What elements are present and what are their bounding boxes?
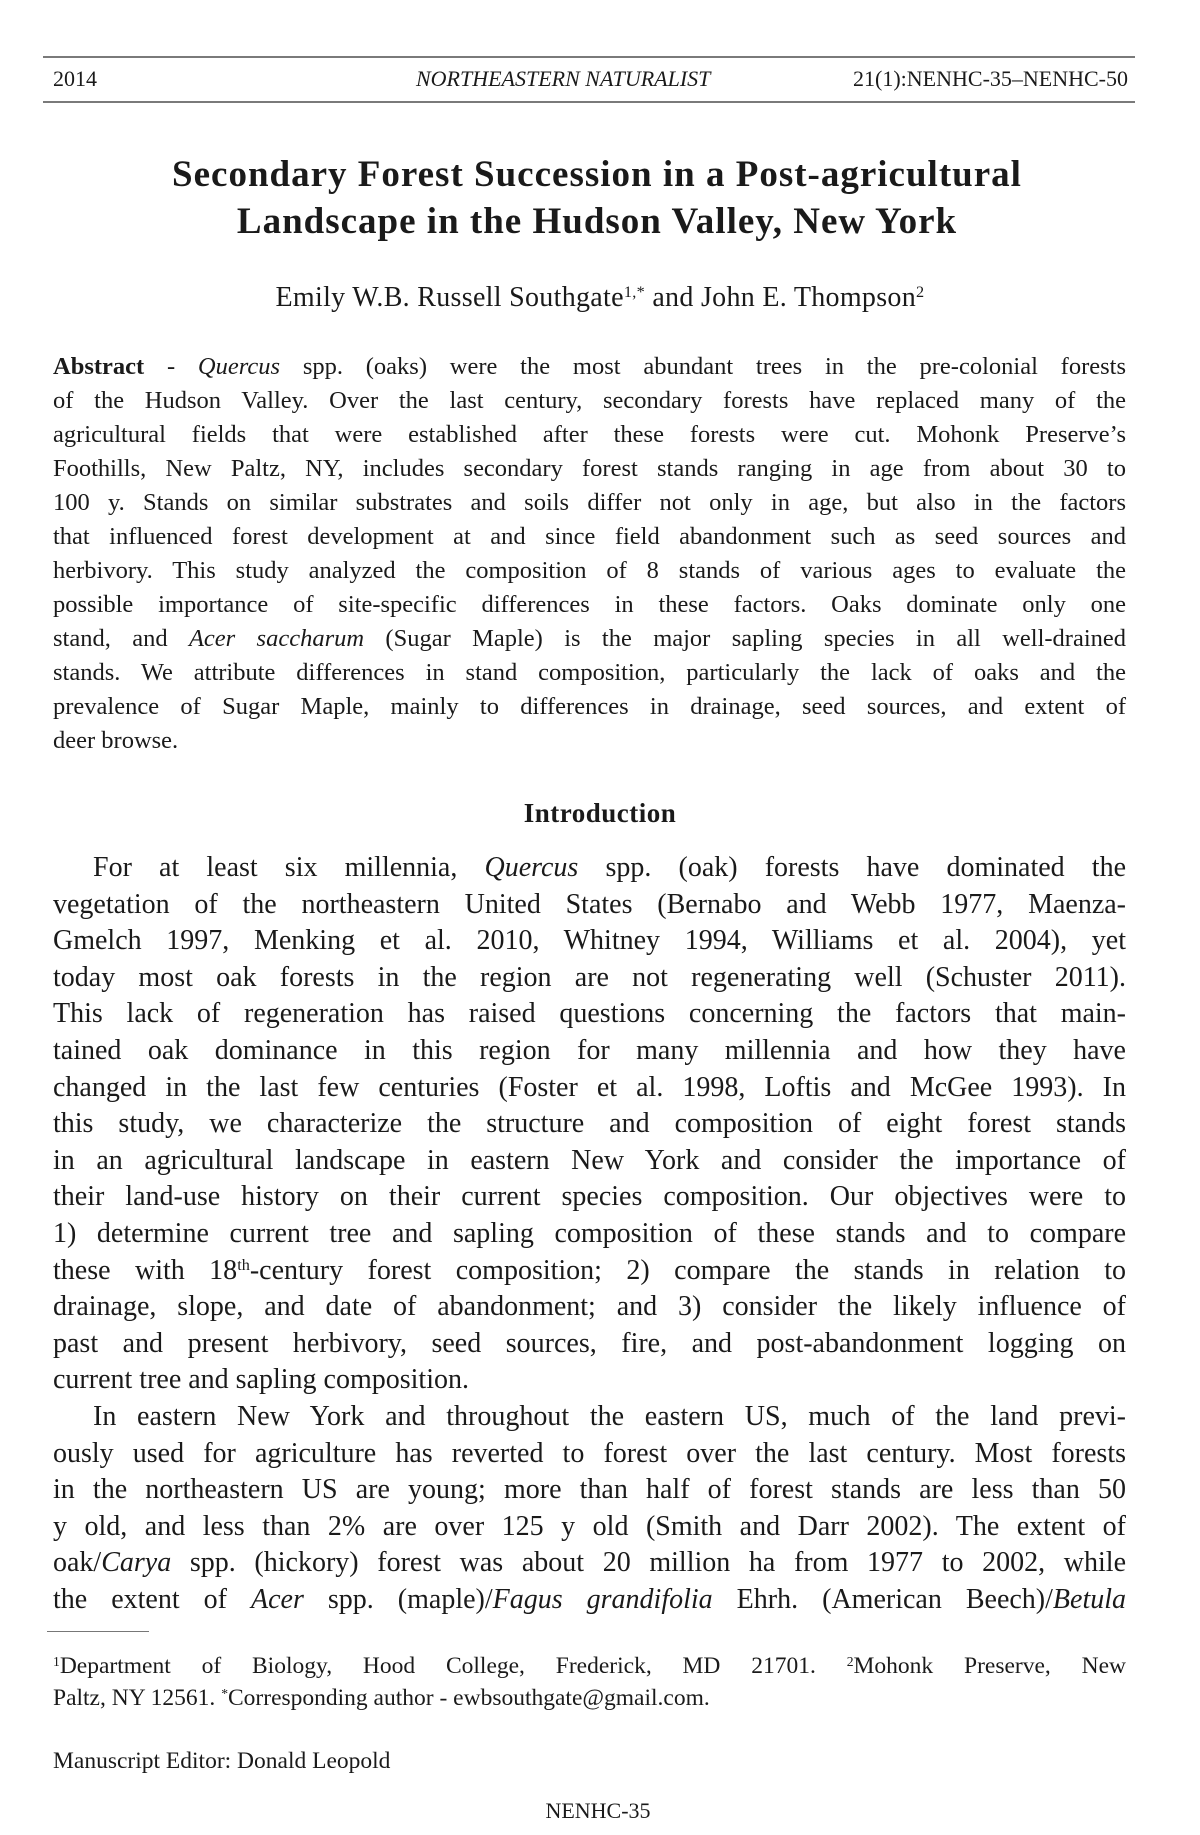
header-year: 2014	[53, 66, 97, 91]
text-run: today most oak forests in the region are not regenerating well (Schuster 2011).	[53, 961, 1126, 993]
text-line	[53, 1582, 1126, 1619]
superscript: 2	[846, 1653, 854, 1669]
header-bottom-rule	[43, 101, 1135, 103]
text-run: This lack of regeneration has raised questions concerning the factors that main-	[53, 998, 1126, 1030]
text-line	[53, 622, 1126, 656]
text-line	[53, 554, 1126, 588]
abstract	[53, 350, 1126, 758]
superscript: 1,*	[623, 283, 646, 302]
text-run: Department of Biology, Hood College, Frederick, MD 21701.	[59, 1653, 847, 1679]
article-title-line-2: Landscape in the Hudson Valley, New York	[236, 201, 958, 242]
text-run: agricultural fields that were established after these forests were cut. Mohonk Preserve’s	[53, 421, 1126, 448]
text-run: Foothills, New Paltz, NY, includes secondary forest stands ranging in age from about 30 to	[53, 455, 1126, 482]
text-line	[53, 418, 1126, 452]
text-line	[53, 923, 1126, 960]
text-run: in an agricultural landscape in eastern New York and consider the importance of	[53, 1144, 1126, 1176]
text-line	[53, 588, 1126, 622]
text-run: and John E. Thompson	[645, 282, 917, 313]
page-number: NENHC-35	[545, 1798, 651, 1823]
text-line	[53, 1650, 1126, 1682]
text-run: Paltz, NY 12561.	[53, 1685, 222, 1711]
text-run: tained oak dominance in this region for many millennia and how they have	[53, 1034, 1126, 1066]
text-run: stands. We attribute differences in stand composition, particularly the lack of oaks and the	[53, 659, 1126, 686]
text-run: spp. (maple)/	[303, 1583, 493, 1615]
superscript: 1	[53, 1653, 60, 1669]
text-run: vegetation of the northeastern United States (Bernabo and Webb 1977, Maenza-	[53, 888, 1126, 920]
text-run: ously used for agriculture has reverted to forest over the last century. Most forests	[53, 1437, 1126, 1469]
text-run: possible importance of site-specific differences in these factors. Oaks dominate only one	[53, 591, 1126, 618]
manuscript-editor: Manuscript Editor: Donald Leopold	[53, 1748, 391, 1774]
text-run: Emily W.B. Russell Southgate	[275, 282, 624, 313]
text-run: spp. (oaks) were the most abundant trees in the pre-colonial forests	[280, 353, 1126, 380]
text-run: y old, and less than 2% are over 125 y old (Smith and Darr 2002). The extent of	[53, 1510, 1126, 1542]
text-line	[53, 350, 1126, 384]
text-run: prevalence of Sugar Maple, mainly to differences in drainage, seed sources, and extent of	[53, 693, 1126, 720]
text-run: deer browse.	[53, 727, 179, 754]
text-line	[53, 520, 1126, 554]
superscript: th	[237, 1255, 250, 1274]
italic-term: Quercus	[484, 852, 579, 883]
paragraph-first-line	[53, 1399, 1126, 1436]
text-run: herbivory. This study analyzed the composition of 8 stands of various ages to evaluate the	[53, 557, 1126, 584]
text-line	[53, 1033, 1126, 1070]
bold-label: Abstract	[53, 353, 145, 380]
text-line	[53, 1326, 1126, 1363]
text-run: -	[144, 353, 198, 380]
text-run: Ehrh. (American Beech)/	[712, 1583, 1053, 1615]
text-line	[53, 1289, 1126, 1326]
text-line	[53, 724, 1126, 758]
footnote-separator	[47, 1631, 149, 1632]
italic-term: Quercus	[197, 353, 281, 380]
italic-term: Acer saccharum	[188, 625, 365, 652]
text-run: the extent of	[53, 1583, 251, 1615]
text-run: drainage, slope, and date of abandonment; and 3) consider the likely influence of	[53, 1291, 1126, 1323]
text-run: spp. (hickory) forest was about 20 million ha from 1977 to 2002, while	[171, 1547, 1126, 1579]
text-run: this study, we characterize the structure and composition of eight forest stands	[53, 1108, 1126, 1140]
italic-term: Fagus grandifolia	[492, 1583, 713, 1615]
text-line	[53, 887, 1126, 924]
text-run: these with 18	[53, 1254, 238, 1286]
text-line	[53, 656, 1126, 690]
superscript: *	[221, 1685, 228, 1701]
text-run: -century forest composition; 2) compare the stands in relation to	[249, 1254, 1127, 1286]
text-line	[53, 1682, 1126, 1714]
text-line	[53, 1106, 1126, 1143]
text-line	[53, 384, 1126, 418]
text-run: For at least six millennia,	[93, 852, 485, 883]
introduction-body	[53, 850, 1126, 1618]
text-run: oak/	[53, 1547, 102, 1579]
paragraph-first-line	[53, 850, 1126, 887]
italic-term: Acer	[251, 1583, 304, 1615]
text-line	[53, 1253, 1126, 1290]
section-heading-introduction: Introduction	[523, 798, 677, 828]
text-line	[53, 996, 1126, 1033]
text-line	[53, 1070, 1126, 1107]
text-line	[53, 1143, 1126, 1180]
text-run: Gmelch 1997, Menking et al. 2010, Whitney 1994, Williams et al. 2004), yet	[53, 925, 1126, 957]
text-run: that influenced forest development at and since field abandonment such as seed sources and	[53, 523, 1126, 550]
italic-term: Betula	[1052, 1583, 1127, 1615]
article-title-line-1: Secondary Forest Succession in a Post-agricultural	[172, 154, 1022, 195]
text-run: Corresponding author - ewbsouthgate@gmail.com.	[228, 1685, 710, 1711]
superscript: 2	[916, 283, 925, 302]
text-run: of the Hudson Valley. Over the last century, secondary forests have replaced many of the	[53, 387, 1126, 414]
italic-term: Carya	[101, 1547, 172, 1579]
text-line	[53, 1545, 1126, 1582]
text-line	[53, 1436, 1126, 1473]
text-run: stand, and	[53, 625, 189, 652]
text-run: their land-use history on their current species composition. Our objectives were to	[53, 1181, 1126, 1213]
text-line	[53, 1216, 1126, 1253]
text-run: in the northeastern US are young; more than half of forest stands are less than 50	[53, 1474, 1126, 1506]
text-run: current tree and sapling composition.	[53, 1364, 469, 1396]
text-line	[53, 1509, 1126, 1546]
text-line	[53, 1472, 1126, 1509]
text-run: changed in the last few centuries (Foster et al. 1998, Loftis and McGee 1993). In	[53, 1071, 1126, 1103]
text-line	[53, 1362, 1126, 1399]
header-volume-pages: 21(1):NENHC-35–NENHC-50	[853, 66, 1128, 91]
text-run: In eastern New York and throughout the eastern US, much of the land previ-	[93, 1400, 1126, 1432]
header-journal-name: NORTHEASTERN NATURALIST	[416, 66, 711, 91]
text-run: Mohonk Preserve, New	[853, 1653, 1126, 1679]
text-line	[53, 960, 1126, 997]
header-top-rule	[43, 56, 1135, 58]
author-list	[0, 280, 1200, 316]
text-run: spp. (oak) forests have dominated the	[578, 852, 1126, 883]
text-run: 100 y. Stands on similar substrates and soils differ not only in age, but also in the factors	[53, 489, 1126, 516]
text-line	[53, 690, 1126, 724]
text-run: (Sugar Maple) is the major sapling species in all well-drained	[364, 625, 1126, 652]
text-run: 1) determine current tree and sapling composition of these stands and to compare	[53, 1217, 1126, 1249]
text-line	[53, 452, 1126, 486]
text-run: past and present herbivory, seed sources, fire, and post-abandonment logging on	[53, 1327, 1126, 1359]
footnotes	[53, 1650, 1126, 1714]
text-line	[53, 486, 1126, 520]
text-line	[53, 1179, 1126, 1216]
